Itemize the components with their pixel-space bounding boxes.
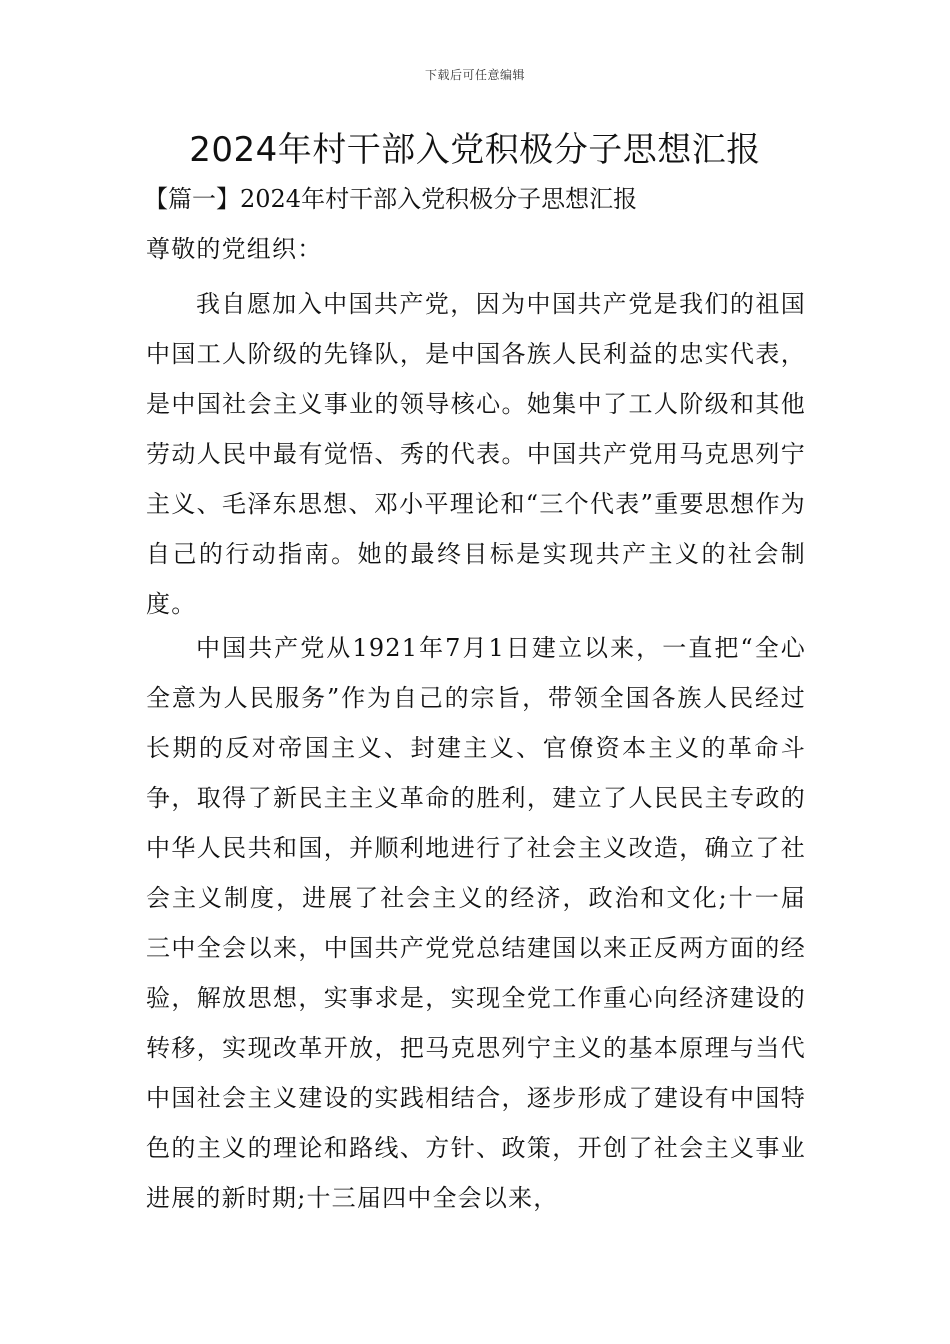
page-header: 下载后可任意编辑: [424, 68, 525, 82]
document-title: 2024年村干部入党积极分子思想汇报: [189, 130, 761, 170]
paragraph-2: 中国共产党从1921年7月1日建立以来，一直把“全心全意为人民服务”作为自己的宗旨，带领全国各族人民经过长期的反对帝国主义、封建主义、官僚资本主义的革命斗争，取得了新民主主义革命的胜利，建立了人民民主专政的中华人民共和国，并顺利地进行了社会主义改造，确立了社会主义制度，进展了社会主义的经济，政治和文化;十一届三中全会以来，中国共产党党总结建国以来正反两方面的经验，解放思想，实事求是，实现全党工作重心向经济建设的转移，实现改革开放，把马克思列宁主义的基本原理与当代中国社会主义建设的实践相结合，逐步形成了建设有中国特色的主义的理论和路线、方针、政策，开创了社会主义事业进展的新时期;十三届四中全会以来，: [146, 634, 806, 1212]
salutation: 尊敬的党组织：: [146, 235, 323, 263]
section-heading: 【篇一】2024年村干部入党积极分子思想汇报: [144, 185, 638, 213]
paragraph-1: 我自愿加入中国共产党，因为中国共产党是我们的祖国中国工人阶级的先锋队，是中国各族人民利益的忠实代表，是中国社会主义事业的领导核心。她集中了工人阶级和其他劳动人民中最有觉悟、秀的代表。中国共产党用马克思列宁主义、毛泽东思想、邓小平理论和“三个代表”重要思想作为自己的行动指南。她的最终目标是实现共产主义的社会制度。: [146, 290, 806, 618]
